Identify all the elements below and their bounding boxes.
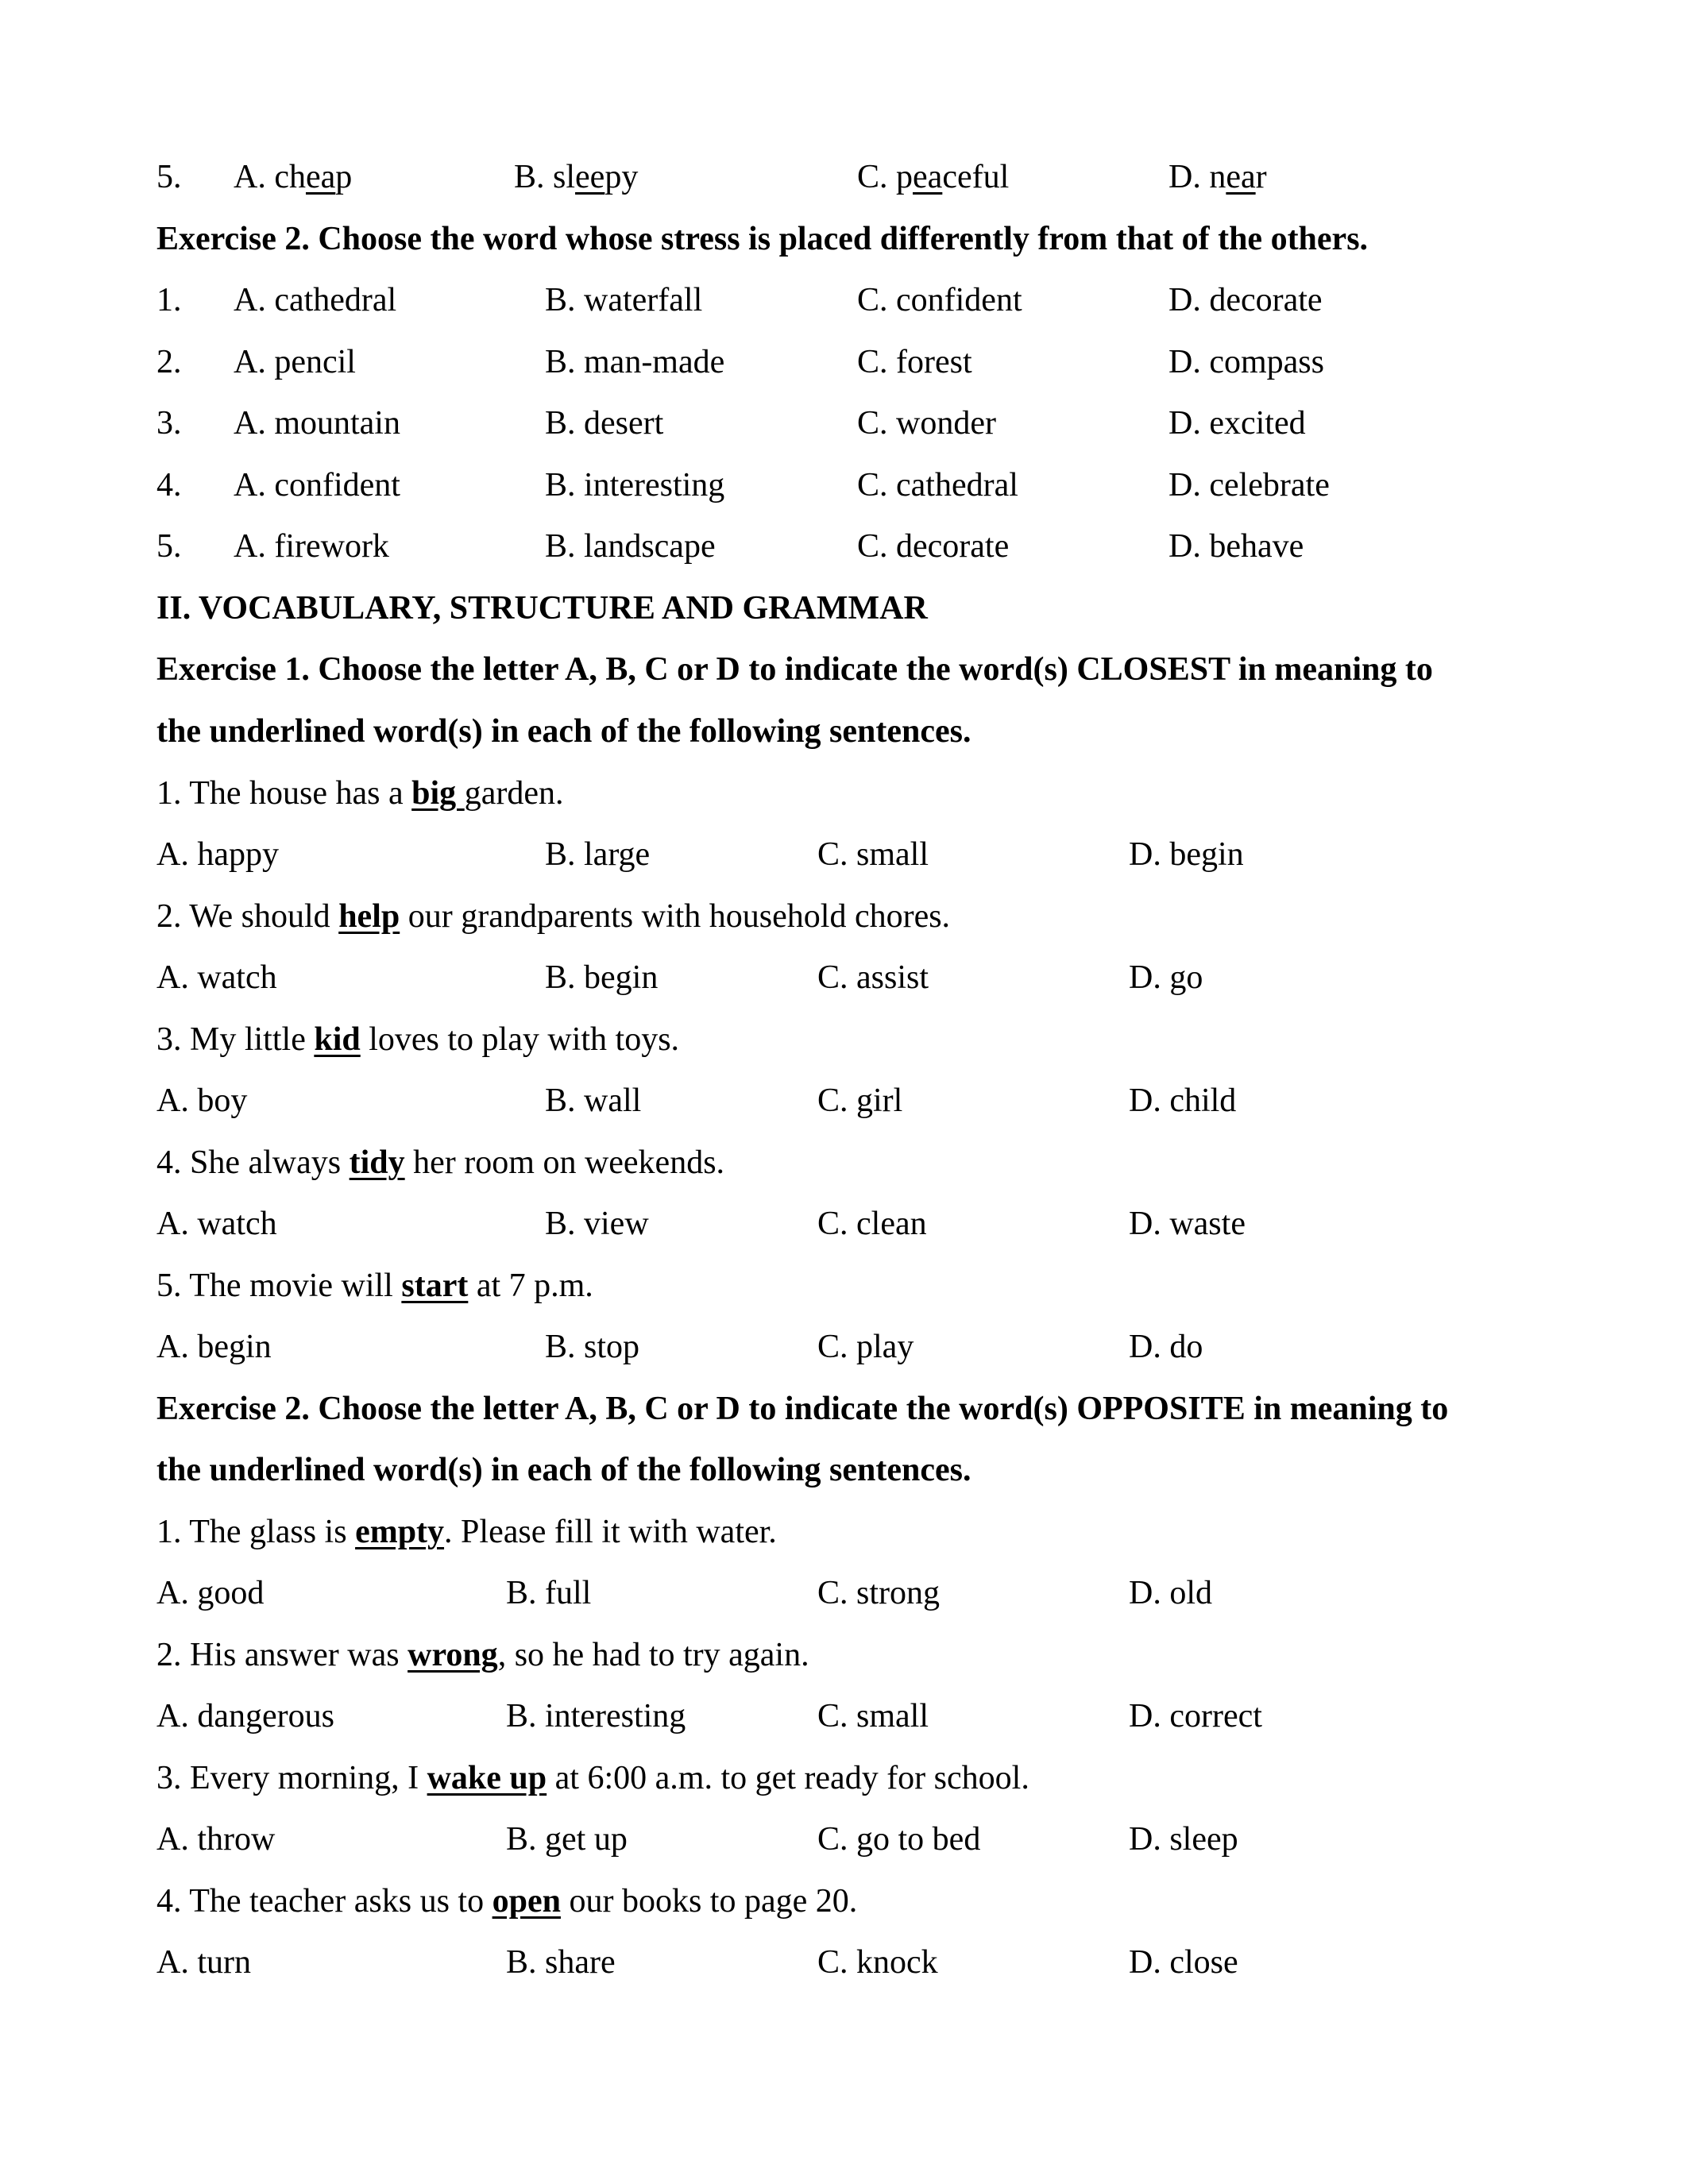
option-b: B. begin (545, 959, 659, 996)
option-a: A. begin (156, 1329, 272, 1365)
item-number: 1. (156, 282, 182, 318)
closest-question-5: 5. The movie will start at 7 p.m. (156, 1268, 593, 1304)
closest-question-3: 3. My little kid loves to play with toys. (156, 1021, 680, 1058)
option-d: D. compass (1168, 344, 1324, 380)
option-d: D. waste (1129, 1206, 1246, 1242)
opposite-options-1 (156, 1562, 1555, 1624)
opposite-options-2 (156, 1685, 1555, 1747)
option-a: A. pencil (234, 344, 356, 380)
item-number: 5. (156, 159, 182, 195)
option-a: A. cathedral (234, 282, 397, 318)
option-b: B. wall (545, 1082, 642, 1119)
option-a: A. dangerous (156, 1698, 334, 1734)
option-b: B. waterfall (545, 282, 703, 318)
option-c: C. girl (817, 1082, 903, 1119)
option-d: D. child (1129, 1082, 1237, 1119)
underlined-keyword: tidy (349, 1144, 405, 1181)
underlined-keyword: wake up (427, 1760, 547, 1796)
item-number: 5. (156, 528, 182, 565)
option-c: C. clean (817, 1206, 927, 1242)
option-d: D. excited (1168, 405, 1306, 442)
option-c: C. cathedral (857, 467, 1018, 504)
closest-question-1: 1. The house has a big garden. (156, 775, 564, 812)
option-c: C. go to bed (817, 1821, 981, 1858)
option-a: A. cheap (234, 159, 353, 195)
option-d: D. old (1129, 1575, 1212, 1611)
stress-item-1 (156, 269, 1555, 331)
option-c: C. peaceful (857, 159, 1010, 195)
stress-item-4 (156, 454, 1555, 516)
opposite-question-4: 4. The teacher asks us to open our books to page 20. (156, 1883, 858, 1920)
option-a: A. throw (156, 1821, 276, 1858)
option-d: D. do (1129, 1329, 1203, 1365)
opposite-options-3 (156, 1808, 1555, 1870)
opposite-options-4 (156, 1931, 1555, 1993)
phonetics-item-5 (156, 146, 1555, 208)
item-number: 3. (156, 405, 182, 442)
option-c: C. play (817, 1329, 914, 1365)
option-c: C. forest (857, 344, 972, 380)
option-c: C. knock (817, 1944, 938, 1981)
closest-question-4: 4. She always tidy her room on weekends. (156, 1144, 725, 1181)
option-b: B. get up (506, 1821, 628, 1858)
stress-item-2 (156, 331, 1555, 393)
option-c: C. small (817, 836, 929, 873)
item-number: 2. (156, 344, 182, 380)
opposite-exercise-heading-line2: the underlined word(s) in each of the following sentences. (156, 1452, 971, 1488)
option-b: B. view (545, 1206, 649, 1242)
closest-exercise-heading-line2: the underlined word(s) in each of the following sentences. (156, 713, 971, 750)
option-c: C. assist (817, 959, 929, 996)
stress-item-3 (156, 392, 1555, 454)
option-a: A. mountain (234, 405, 400, 442)
opposite-exercise-heading-line1: Exercise 2. Choose the letter A, B, C or D to indicate the word(s) OPPOSITE in meaning to (156, 1391, 1449, 1427)
option-b: B. interesting (506, 1698, 686, 1734)
option-d: D. begin (1129, 836, 1244, 873)
closest-exercise-heading-line1: Exercise 1. Choose the letter A, B, C or D to indicate the word(s) CLOSEST in meaning to (156, 651, 1433, 688)
underlined-keyword: big (411, 775, 465, 812)
option-d: D. close (1129, 1944, 1238, 1981)
option-c: C. decorate (857, 528, 1010, 565)
closest-options-2 (156, 947, 1555, 1009)
option-c: C. small (817, 1698, 929, 1734)
option-a: A. boy (156, 1082, 248, 1119)
closest-options-5 (156, 1316, 1555, 1378)
opposite-question-3: 3. Every morning, I wake up at 6:00 a.m. to get ready for school. (156, 1760, 1029, 1796)
closest-options-3 (156, 1070, 1555, 1132)
option-b: B. stop (545, 1329, 640, 1365)
option-d: D. behave (1168, 528, 1304, 565)
stress-exercise-heading: Exercise 2. Choose the word whose stress is placed differently from that of the others. (156, 221, 1369, 257)
option-c: C. confident (857, 282, 1022, 318)
option-a: A. confident (234, 467, 400, 504)
option-b: B. share (506, 1944, 616, 1981)
option-d: D. decorate (1168, 282, 1323, 318)
option-d: D. go (1129, 959, 1203, 996)
underlined-keyword: empty (355, 1514, 445, 1550)
option-b: B. large (545, 836, 651, 873)
option-b: B. man-made (545, 344, 725, 380)
underlined-keyword: wrong (408, 1637, 498, 1673)
option-b: B. full (506, 1575, 592, 1611)
option-b: B. desert (545, 405, 664, 442)
option-c: C. strong (817, 1575, 941, 1611)
option-d: D. celebrate (1168, 467, 1330, 504)
option-d: D. sleep (1129, 1821, 1238, 1858)
underlined-keyword: help (338, 898, 400, 935)
closest-options-4 (156, 1193, 1555, 1255)
underlined-keyword: kid (314, 1021, 361, 1058)
option-a: A. turn (156, 1944, 251, 1981)
opposite-question-2: 2. His answer was wrong, so he had to try again. (156, 1637, 809, 1673)
opposite-question-1: 1. The glass is empty. Please fill it with water. (156, 1514, 777, 1550)
closest-question-2: 2. We should help our grandparents with household chores. (156, 898, 951, 935)
option-a: A. watch (156, 959, 277, 996)
underlined-keyword: open (492, 1883, 561, 1920)
option-a: A. watch (156, 1206, 277, 1242)
option-a: A. firework (234, 528, 389, 565)
option-a: A. happy (156, 836, 279, 873)
item-number: 4. (156, 467, 182, 504)
option-a: A. good (156, 1575, 265, 1611)
section-title: II. VOCABULARY, STRUCTURE AND GRAMMAR (156, 590, 928, 627)
option-b: B. interesting (545, 467, 725, 504)
option-d: D. near (1168, 159, 1267, 195)
stress-item-5 (156, 515, 1555, 577)
underlined-keyword: start (401, 1268, 469, 1304)
option-b: B. sleepy (514, 159, 639, 195)
option-d: D. correct (1129, 1698, 1262, 1734)
option-c: C. wonder (857, 405, 996, 442)
option-b: B. landscape (545, 528, 716, 565)
closest-options-1 (156, 824, 1555, 886)
